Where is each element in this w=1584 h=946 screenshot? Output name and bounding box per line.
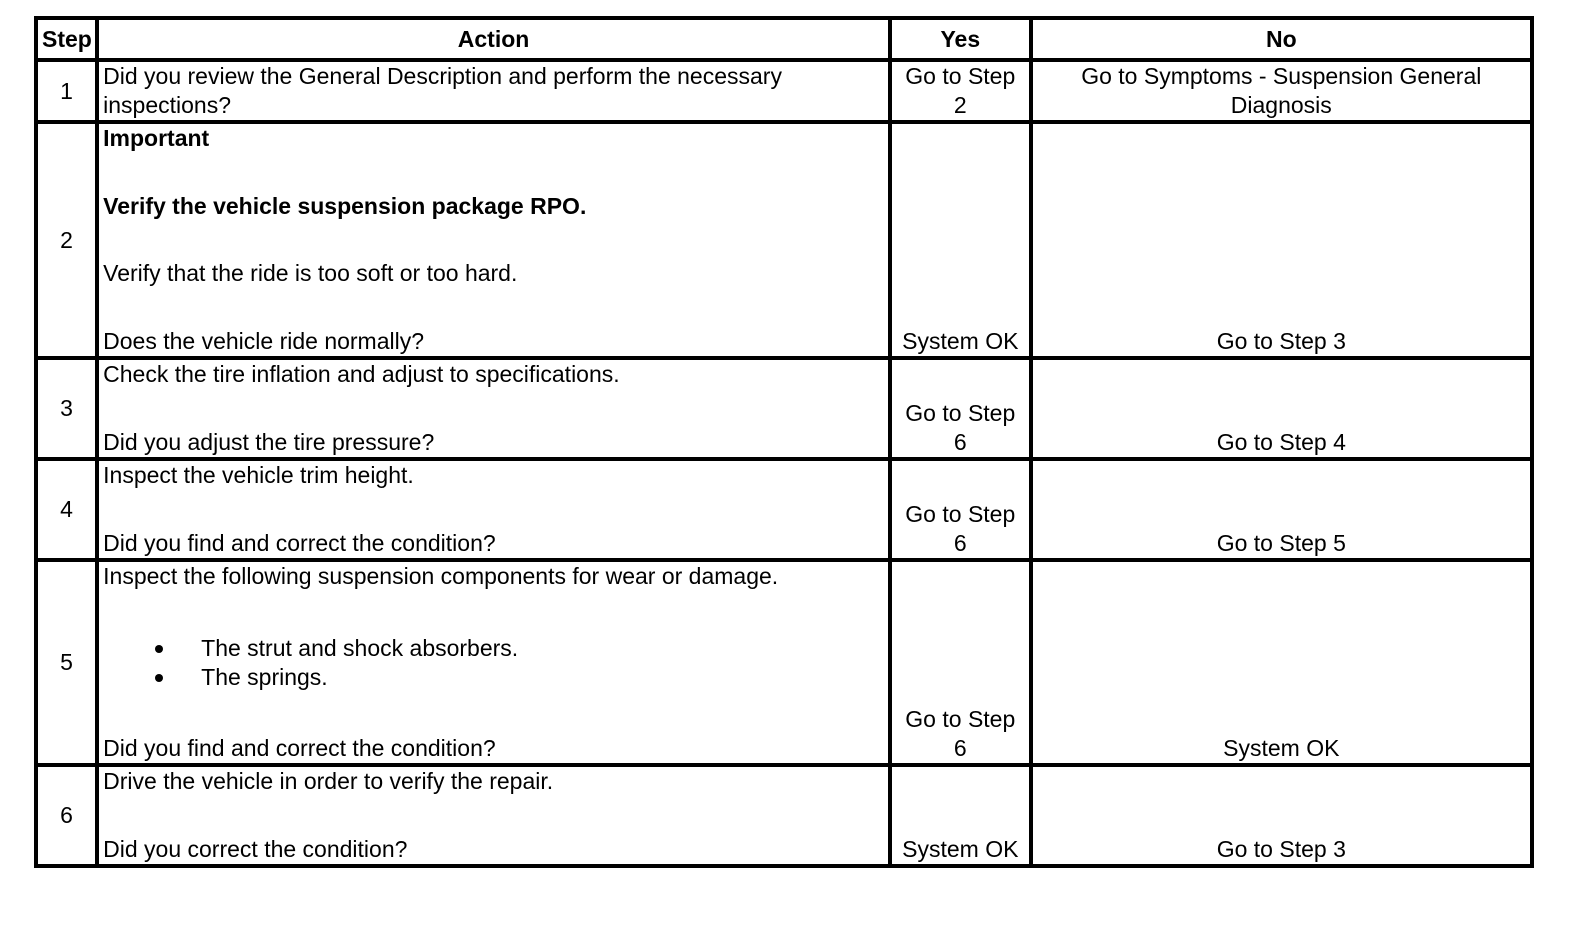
important-note: Verify the vehicle suspension package RPO. bbox=[103, 192, 587, 219]
action-cell bbox=[97, 358, 890, 459]
table-row bbox=[36, 122, 1532, 358]
action-text: Verify that the ride is too soft or too hard. bbox=[103, 260, 518, 287]
action-question: Did you find and correct the condition? bbox=[103, 735, 496, 761]
important-label: Important bbox=[103, 125, 210, 151]
header-no: No bbox=[1031, 18, 1532, 60]
no-cell: System OK bbox=[1031, 560, 1532, 765]
table-row bbox=[36, 765, 1532, 866]
step-number: 5 bbox=[36, 560, 97, 765]
list-item: The strut and shock absorbers. bbox=[201, 634, 884, 663]
action-text: Drive the vehicle in order to verify the repair. bbox=[103, 768, 554, 794]
action-content bbox=[103, 767, 884, 864]
table-row bbox=[36, 358, 1532, 459]
action-cell bbox=[97, 765, 890, 866]
no-cell: Go to Step 3 bbox=[1031, 765, 1532, 866]
yes-cell: System OK bbox=[890, 765, 1031, 866]
diagnostic-table bbox=[34, 16, 1534, 868]
action-text: Inspect the vehicle trim height. bbox=[103, 462, 414, 488]
action-text: Check the tire inflation and adjust to specifications. bbox=[103, 361, 620, 387]
action-text: Inspect the following suspension components for wear or damage. bbox=[103, 563, 779, 589]
table-row bbox=[36, 459, 1532, 560]
header-yes: Yes bbox=[890, 18, 1031, 60]
action-cell bbox=[97, 459, 890, 560]
header-step: Step bbox=[36, 18, 97, 60]
step-number: 6 bbox=[36, 765, 97, 866]
action-text: Did you review the General Description and perform the necessary inspections? bbox=[103, 63, 782, 118]
yes-cell: System OK bbox=[890, 122, 1031, 358]
action-cell bbox=[97, 560, 890, 765]
step-number: 4 bbox=[36, 459, 97, 560]
action-content bbox=[103, 461, 884, 558]
yes-cell: Go to Step 6 bbox=[890, 358, 1031, 459]
yes-cell: Go to Step 6 bbox=[890, 560, 1031, 765]
step-number: 2 bbox=[36, 122, 97, 358]
action-cell bbox=[97, 60, 890, 122]
header-action: Action bbox=[97, 18, 890, 60]
yes-cell: Go to Step 6 bbox=[890, 459, 1031, 560]
action-question: Did you find and correct the condition? bbox=[103, 530, 496, 556]
table-header-row bbox=[36, 18, 1532, 60]
table-row bbox=[36, 560, 1532, 765]
step-number: 3 bbox=[36, 358, 97, 459]
list-item: The springs. bbox=[201, 663, 884, 692]
no-cell: Go to Step 3 bbox=[1031, 122, 1532, 358]
step-number: 1 bbox=[36, 60, 97, 122]
action-question: Did you adjust the tire pressure? bbox=[103, 429, 435, 455]
action-content bbox=[103, 562, 884, 763]
action-content bbox=[103, 360, 884, 457]
no-cell: Go to Step 5 bbox=[1031, 459, 1532, 560]
action-question: Did you correct the condition? bbox=[103, 836, 408, 862]
no-cell: Go to Step 4 bbox=[1031, 358, 1532, 459]
action-question: Does the vehicle ride normally? bbox=[103, 327, 425, 354]
table-row bbox=[36, 60, 1532, 122]
action-content bbox=[103, 124, 884, 356]
action-cell bbox=[97, 122, 890, 358]
no-cell: Go to Symptoms - Suspension General Diagnosis bbox=[1031, 60, 1532, 122]
component-list bbox=[103, 634, 884, 692]
yes-cell: Go to Step 2 bbox=[890, 60, 1031, 122]
